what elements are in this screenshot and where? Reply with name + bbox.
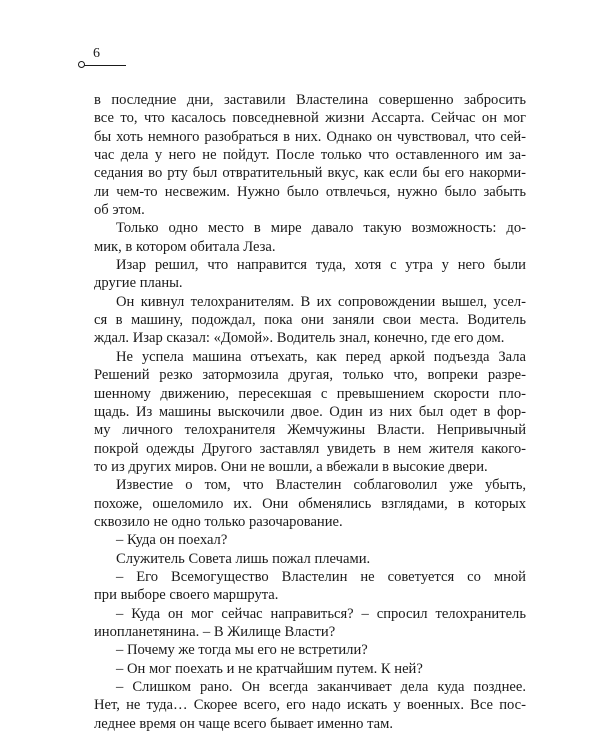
text-line: другие планы. [94,275,183,292]
text-line: – Куда он мог сейчас направиться? – спросил телохранитель [116,605,526,622]
text-line: в последние дни, заставили Властелина совершенно забросить [94,92,526,108]
text-line: Служитель Совета лишь пожал плечами. [116,550,371,567]
text-line: ли чем-то несвежим. Нужно было отвлечься, нужно было забыть [94,183,526,200]
text-line: щадь. Из машины выскочили двое. Один из них был одет в фор- [94,403,526,420]
text-line: Известие о том, что Властелин соблаговолил уже убыть, [116,477,526,494]
text-line: ся в машину, подождал, пока они заняли свои места. Водитель [94,312,526,329]
text-line: шенному движению, пересекшая с превышением скорости пло- [94,385,526,402]
text-line: – Куда он поехал? [116,532,228,549]
header-dot-ornament [78,61,85,68]
text-line: Нет, не туда… Скорее всего, его надо искать у военных. Все пос- [94,697,526,714]
body-text [94,91,526,733]
text-line: все то, что касалось повседневной жизни Ассарта. Сейчас он мог [94,110,526,127]
text-line: сквозило не одно только разочарование. [94,513,343,530]
text-line: Не успела машина отъехать, как перед аркой подъезда Зала [116,348,526,365]
text-line: похоже, ошеломило их. Они обменялись взглядами, в которых [94,495,526,512]
text-line: инопланетянина. – В Жилище Власти? [94,623,336,640]
text-line: Решений резко затормозила другая, только что, вопреки разре- [94,367,526,384]
text-line: об этом. [94,202,145,219]
text-line: мик, в котором обитала Леза. [94,238,276,255]
text-line: – Слишком рано. Он всегда заканчивает дела куда позднее. [116,679,526,695]
header-rule [82,65,126,66]
text-line: час дела у него не пойдут. После только что оставленного им за- [94,147,526,164]
text-line: бы хоть немного разобраться в них. Однако он чувствовал, что сей- [94,128,526,145]
text-line: Изар решил, что направится туда, хотя с утра у него были [116,257,526,274]
text-line: леднее время он чаще всего бывает именно там. [94,715,394,732]
text-line: седания во рту был отвратительный вкус, как если бы его накорми- [94,165,526,182]
text-line: при выборе своего маршрута. [94,587,279,604]
text-line: Он кивнул телохранителям. В их сопровождении вышел, усел- [116,293,526,310]
text-line: покрой одежды Другого заставлял увидеть в нем жителя какого- [94,440,526,457]
text-line: Только одно место в мире давало такую возможность: до- [116,220,526,237]
text-line: то из других миров. Они не вошли, а вбежали в высокие двери. [94,458,488,475]
text-line: – Почему же тогда мы его не встретили? [116,642,368,659]
text-line: ждал. Изар сказал: «Домой». Водитель знал, конечно, где его дом. [94,330,505,347]
text-line: – Он мог поехать и не кратчайшим путем. К ней? [116,660,423,677]
text-line: – Его Всемогущество Властелин не советуется со мной [116,568,526,585]
text-line: му личного телохранителя Жемчужины Власти. Непривычный [94,422,526,439]
page-number: 6 [93,46,100,61]
